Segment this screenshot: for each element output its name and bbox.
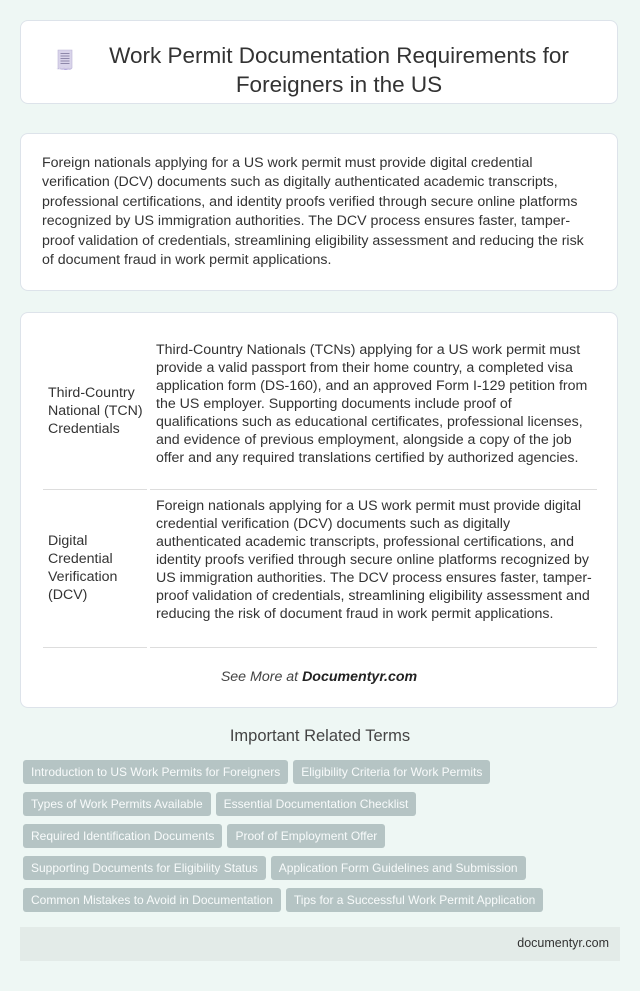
table-row: [43, 341, 597, 489]
related-term-tag[interactable]: Proof of Employment Offer: [227, 824, 385, 848]
see-more-link[interactable]: Documentyr.com: [302, 669, 418, 685]
related-term-tag[interactable]: Tips for a Successful Work Permit Application: [286, 888, 543, 912]
related-term-tag[interactable]: Common Mistakes to Avoid in Documentation: [23, 888, 281, 912]
header-card: [20, 20, 618, 104]
footer-site-link[interactable]: documentyr.com: [517, 936, 609, 950]
row-label: Third-Country National (TCN) Credentials: [48, 385, 143, 437]
related-term-tag[interactable]: Types of Work Permits Available: [23, 792, 211, 816]
tag-row: [23, 792, 623, 824]
tag-row: [23, 888, 623, 920]
related-term-tag[interactable]: Introduction to US Work Permits for Foreigners: [23, 760, 288, 784]
row-divider: [43, 489, 147, 490]
row-label: Digital Credential Verification (DCV): [48, 533, 118, 603]
row-description: Foreign nationals applying for a US work permit must provide digital credential verification (DCV) documents such as digitally authenticated academic transcripts, professional certifications, and identity proofs verified through secure online platforms recognized by US immigration authorities. The DCV process ensures faster, tamper-proof validation of credentials, streamlining eligibility assessment and reducing the risk of document fraud in work permit applications.: [156, 498, 592, 622]
footer: [20, 927, 620, 961]
related-terms-title: Important Related Terms: [229, 727, 411, 745]
tag-row: [23, 760, 623, 792]
table-row: [43, 497, 597, 647]
related-term-tag[interactable]: Required Identification Documents: [23, 824, 222, 848]
related-term-tag[interactable]: Eligibility Criteria for Work Permits: [293, 760, 490, 784]
intro-card: [20, 133, 618, 291]
row-divider: [43, 647, 147, 648]
page-title: Work Permit Documentation Requirements for Foreigners in the US: [109, 43, 569, 97]
related-term-tag[interactable]: Application Form Guidelines and Submission: [271, 856, 526, 880]
related-terms-list: [23, 760, 623, 920]
see-more-text: [21, 669, 617, 685]
tag-row: [23, 824, 623, 856]
requirements-table: [20, 312, 618, 708]
tag-row: [23, 856, 623, 888]
intro-text: Foreign nationals applying for a US work permit must provide digital credential verification (DCV) documents such as digitally authenticated academic transcripts, professional certifications, and identity proofs verified through secure online platforms recognized by US immigration authorities. The DCV process ensures faster, tamper-proof validation of credentials, streamlining eligibility assessment and reducing the risk of document fraud in work permit applications.: [42, 155, 584, 269]
row-divider: [150, 647, 597, 648]
row-description: Third-Country Nationals (TCNs) applying for a US work permit must provide a valid passport from their home country, a completed visa application form (DS-160), and an approved Form I-129 petition from the US employer. Supporting documents include proof of qualifications such as educational certificates, professional licenses, and evidence of previous employment, alongside a copy of the job offer and any required translations certified by authorized agencies.: [156, 342, 588, 466]
see-more-prefix: See More at: [220, 669, 303, 685]
row-divider: [150, 489, 597, 490]
related-term-tag[interactable]: Essential Documentation Checklist: [216, 792, 417, 816]
related-term-tag[interactable]: Supporting Documents for Eligibility Status: [23, 856, 266, 880]
